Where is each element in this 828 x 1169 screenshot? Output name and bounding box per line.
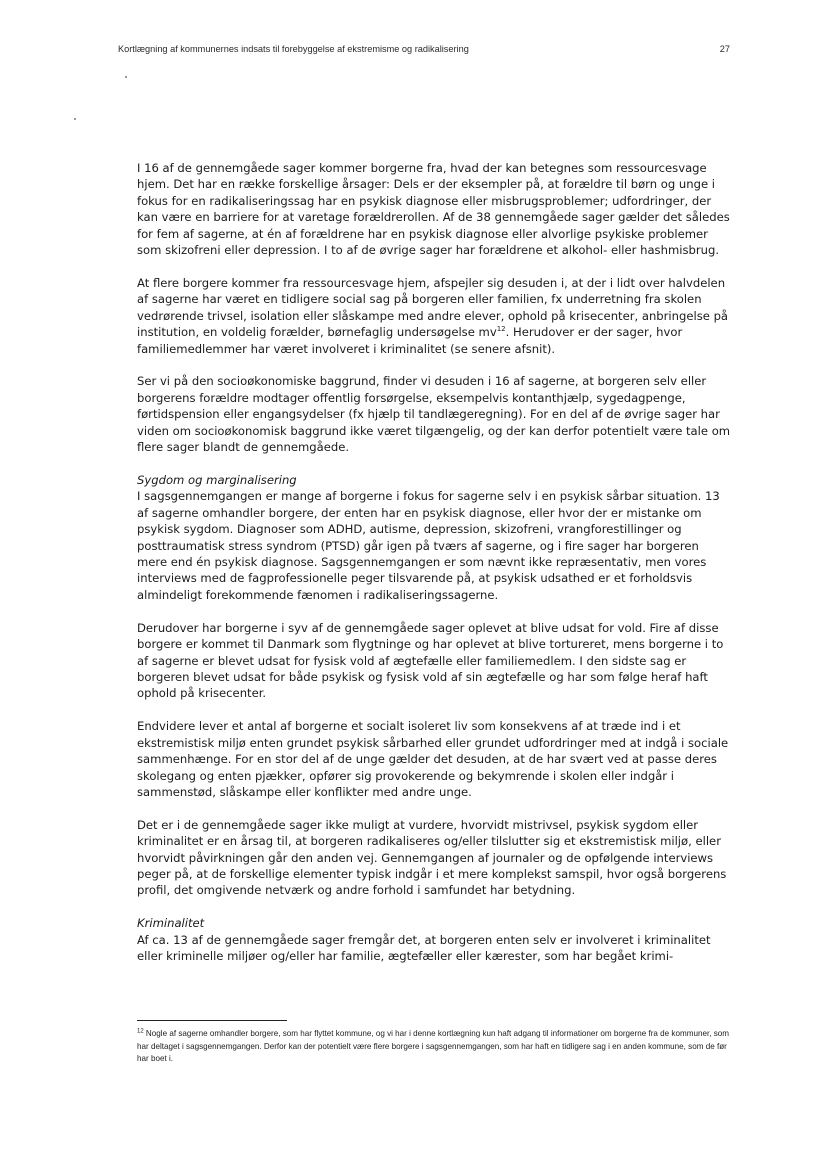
paragraph: Ser vi på den socioøkonomiske baggrund, finder vi desuden i 16 af sagerne, at borgeren selv eller borgerens forældre modtager offentlig forsørgelse, eksempelvis kontanthjælp, sygedagpenge, førtidspension eller engangsydelser (fx hjælp til tandlægeregning). For en del af de øvrige sager har viden om socioøkonomisk baggrund ikke været tilgængelig, og der kan derfor potentielt være tale om flere sager blandt de gennemgåede. [137, 374, 731, 455]
paragraph: Det er i de gennemgåede sager ikke muligt at vurdere, hvorvidt mistrivsel, psykisk sygdom eller kriminalitet er en årsag til, at borgeren radikaliseres og/eller tilslutter sig et ekstremistisk miljø, eller hvorvidt påvirkningen går den anden vej. Gennemgangen af journaler og de opfølgende interviews peger på, at de forskellige elementer typisk indgår i et mere komplekst samspil, hvor også borgerens profil, det omgivende netværk og andre forhold i samfundet har betydning. [137, 817, 727, 898]
header-title: Kortlægning af kommunernes indsats til forebyggelse af ekstremisme og radikalisering [118, 44, 469, 54]
paragraph: Endvidere lever et antal af borgerne et socialt isoleret liv som konsekvens af at træde ind i et ekstremistisk miljø enten grundet psykisk sårbarhed eller grundet udfordringer med at indgå i sociale sammenhænge. For en stor del af de unge gælder det desuden, at de har svært ved at passe deres skolegang og enten pjækker, opfører sig provokerende og bekymrende i skolen eller indgår i sammenstød, slåskampe eller konflikter med andre unge. [137, 719, 729, 799]
footnote-reference[interactable]: 12 [496, 325, 506, 334]
paragraph: Derudover har borgerne i syv af de gennemgåede sager oplevet at blive udsat for vold. Fire af disse borgere er kommet til Danmark som flygtninge og har oplevet at blive tortureret, mens borgerne i to af sagerne er blevet udsat for fysisk vold af ægtefælle eller familiemedlem. I den sidste sag er borgeren blevet udsat for både psykisk og fysisk vold af sin ægtefælle og har som følge heraf haft ophold på krisecenter. [137, 620, 724, 701]
section-heading: Sygdom og marginalisering [137, 473, 297, 487]
paragraph [137, 275, 732, 357]
page-number: 27 [719, 44, 730, 54]
paragraph: I 16 af de gennemgåede sager kommer borgerne fra, hvad der kan betegnes som ressourcesvage hjem. Det har en række forskellige årsager: Dels er der eksempler på, at forældre til børn og unge i fokus for en radikaliseringssag har en psykisk diagnose eller misbrugsproblemer; udfordringer, der kan være en barriere for at varetage forældrerollen. Af de 38 gennemgåede sager gælder det således for fem af sagerne, at én af forældrene har en psykisk diagnose eller alvorlige psykiske problemer som skizofreni eller depression. I to af de øvrige sager har forældrene et alkohol- eller hashmisbrug. [137, 161, 730, 258]
running-header [118, 44, 730, 54]
footnote [137, 1028, 732, 1066]
footnote-marker: 12 [137, 1028, 144, 1035]
paragraph-text: . Herudover er der sager, hvor familiemedlemmer har været involveret i kriminalitet (se senere afsnit). [137, 325, 683, 356]
paragraph: Af ca. 13 af de gennemgåede sager fremgår det, at borgeren enten selv er involveret i kriminalitet eller kriminelle miljøer og/eller har familie, ægtefæller eller kærester, som har begået krimi- [137, 932, 711, 964]
footnote-text: Nogle af sagerne omhandler borgere, som har flyttet kommune, og vi har i denne kortlægning kun haft adgang til informationer om borgerne fra de kommuner, som har deltaget i sagsgennemgangen. Derfor kan der potentielt være flere borgere i sagsgennemgangen, som har haft en tidligere sag i en anden kommune, som de før har boet i. [137, 1029, 729, 1064]
main-text [137, 160, 732, 981]
paragraph: I sagsgennemgangen er mange af borgerne i fokus for sagerne selv i en psykisk sårbar situation. 13 af sagerne omhandler borgere, der enten har en psykisk diagnose, eller hvor der er mistanke om psykisk sygdom. Diagnoser som ADHD, autisme, depression, skizofreni, vrangforestillinger og posttraumatisk stress syndrom (PTSD) går igen på tværs af sagerne, og i fire sager har borgeren mere end én psykisk diagnose. Sagsgennemgangen er som nævnt ikke repræsentativ, men vores interviews med de fagprofessionelle peger tilsvarende på, at psykisk udsathed er et forholdsvis almindeligt forekommende fænomen i radikaliseringssagerne. [137, 489, 720, 602]
section-heading: Kriminalitet [137, 916, 205, 931]
footnote-divider [137, 1020, 287, 1021]
paragraph-text: At flere borgere kommer fra ressourcesvage hjem, afspejler sig desuden i, at der i lidt over halvdelen af sagerne har været en tidligere social sag på borgeren eller familien, fx underretning fra skolen vedrørende trivsel, isolation eller slåskampe med andre elever, ophold på krisecenter, anbringelse på institution, en voldelig forælder, børnefaglig undersøgelse mv [137, 275, 729, 340]
